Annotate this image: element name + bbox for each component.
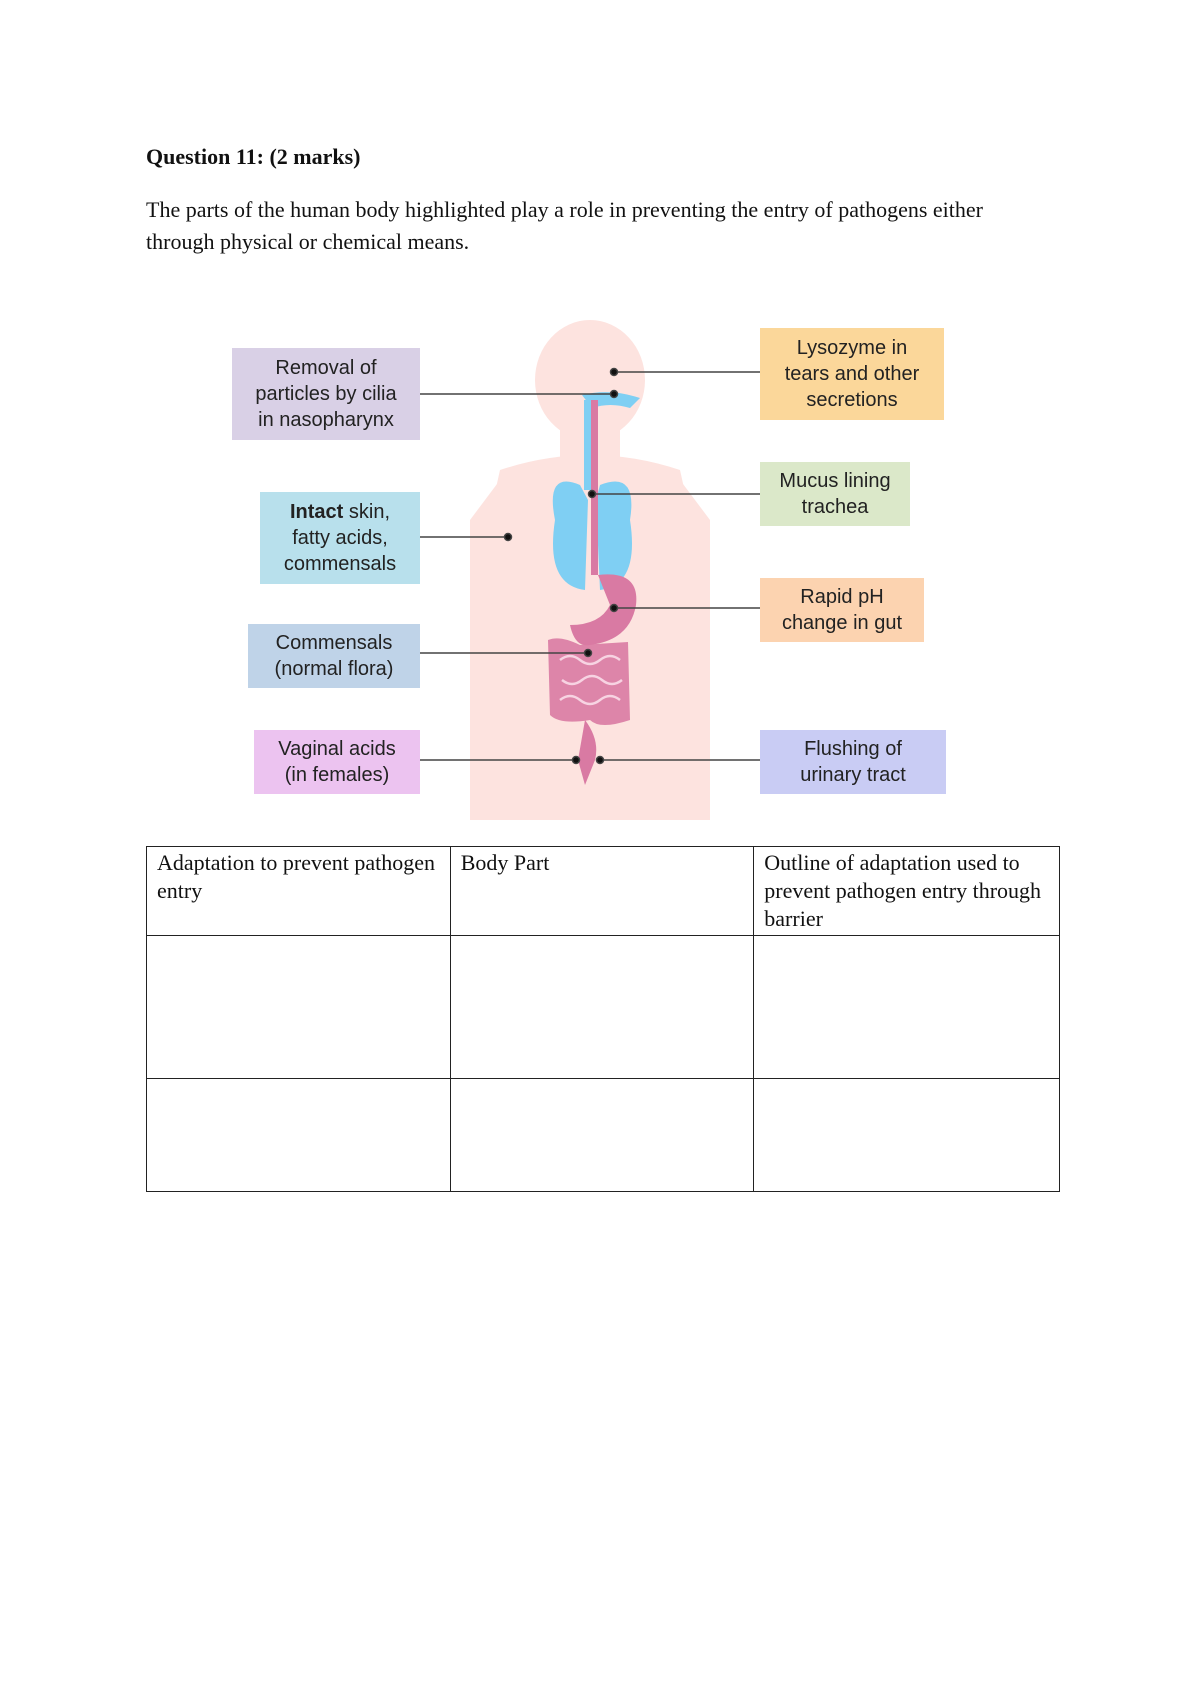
label-vaginal [254, 730, 420, 794]
label-commensals-line1: Commensals [275, 632, 393, 654]
question-title: Question 11: (2 marks) [146, 144, 361, 169]
label-lysozyme-line1: Lysozyme in [796, 337, 908, 359]
pointer-lines [420, 369, 760, 764]
answer-cell[interactable] [450, 936, 754, 1079]
label-cilia [232, 348, 420, 440]
label-commensals [248, 624, 420, 688]
label-lysozyme [760, 328, 944, 420]
label-urinary [760, 730, 946, 794]
label-skin-line2: fatty acids, [292, 527, 388, 549]
answer-cell[interactable] [754, 1079, 1060, 1192]
body-silhouette [470, 320, 710, 820]
label-vaginal-line1: Vaginal acids [278, 738, 396, 760]
label-commensals-line2: (normal flora) [274, 658, 394, 680]
label-ph [760, 578, 924, 642]
label-ph-line2: change in gut [781, 612, 903, 634]
label-skin-line1 [290, 499, 390, 525]
table-row [147, 1079, 1060, 1192]
body-illustration [0, 0, 1200, 840]
human-body-barriers-diagram [0, 0, 1200, 840]
label-cilia-line3: in nasopharynx [258, 409, 394, 431]
answer-cell[interactable] [450, 1079, 754, 1192]
answer-cell[interactable] [147, 1079, 451, 1192]
label-mucus-line2: trachea [801, 496, 869, 518]
label-mucus [760, 462, 910, 526]
lungs [553, 482, 632, 590]
label-lysozyme-line3: secretions [806, 389, 898, 411]
label-cilia-line2: particles by cilia [255, 383, 397, 405]
answer-cell[interactable] [754, 936, 1060, 1079]
intestine-coils [560, 656, 622, 704]
label-cilia-line1: Removal of [275, 357, 377, 379]
label-mucus-line1: Mucus lining [779, 470, 891, 492]
answer-table [146, 846, 1060, 1192]
airway [582, 392, 640, 490]
label-urinary-line1: Flushing of [804, 738, 902, 760]
label-skin [260, 492, 420, 584]
label-skin-line3: commensals [283, 553, 397, 575]
table-header-row [147, 847, 1060, 936]
label-skin-bold: Intact [289, 501, 344, 523]
question-text: The parts of the human body highlighted play a role in preventing the entry of pathogens either through physical or chemical means. [146, 197, 983, 254]
table-header-adaptation: Adaptation to prevent pathogen entry [147, 847, 451, 936]
label-urinary-line2: urinary tract [800, 764, 906, 786]
label-skin-rest: skin, [343, 501, 391, 523]
table-header-outline: Outline of adaptation used to prevent pathogen entry through barrier [754, 847, 1060, 936]
table-header-body-part: Body Part [450, 847, 754, 936]
label-ph-line1: Rapid pH [800, 586, 884, 608]
answer-cell[interactable] [147, 936, 451, 1079]
digestive-tract [548, 400, 636, 785]
label-lysozyme-line2: tears and other [784, 363, 920, 385]
label-vaginal-line2: (in females) [284, 764, 390, 786]
table-row [147, 936, 1060, 1079]
